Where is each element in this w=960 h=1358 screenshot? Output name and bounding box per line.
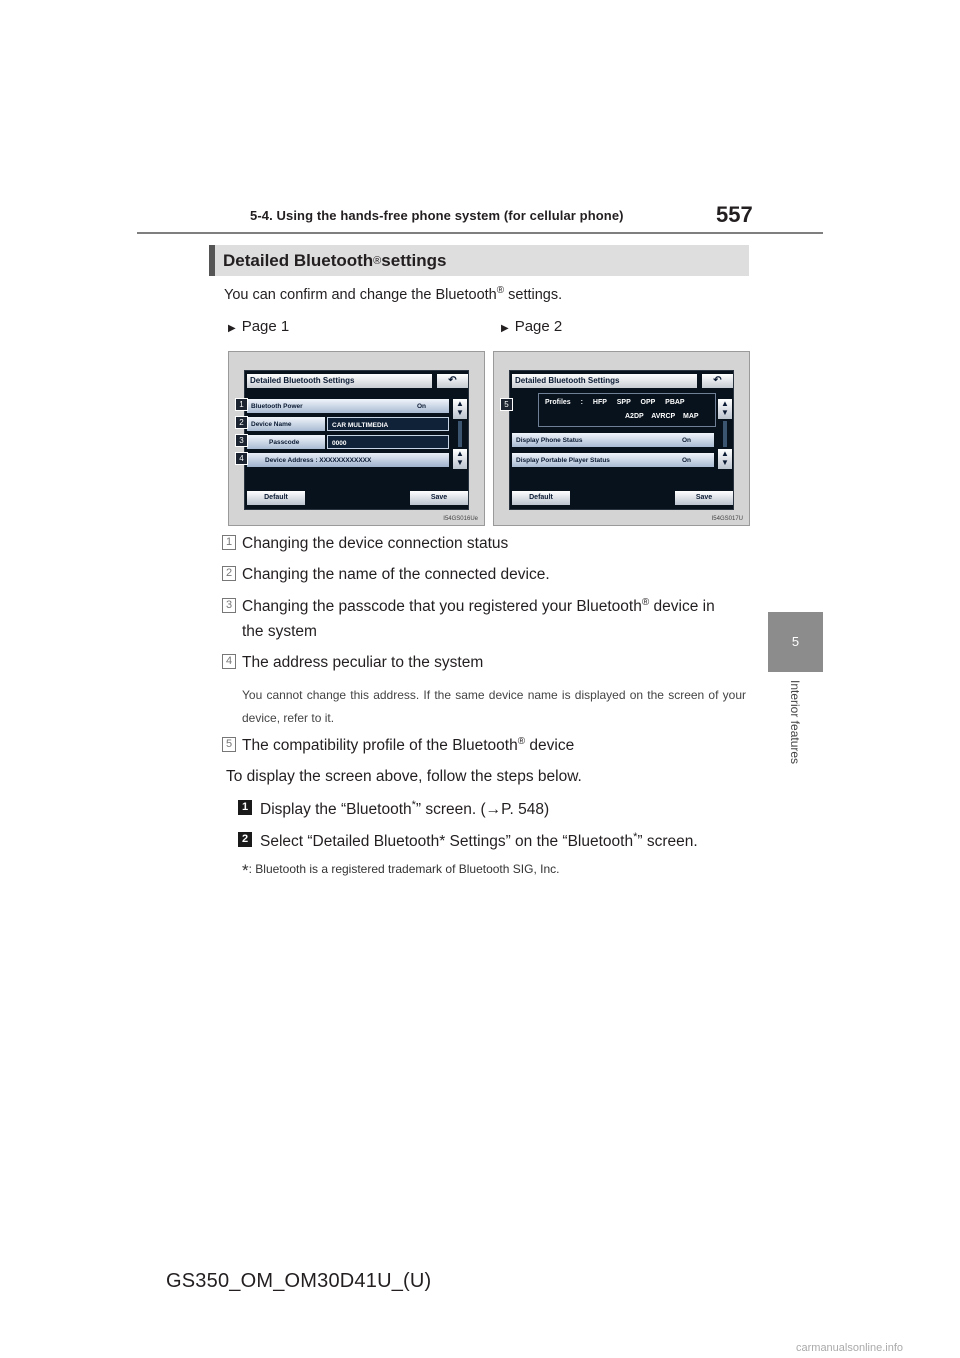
intro-text: You can confirm and change the Bluetooth® settings.	[224, 285, 563, 303]
item-2-text: Changing the name of the connected device.	[242, 566, 550, 583]
page1-label: ▶ Page 1	[228, 318, 290, 335]
callout-4: 4	[235, 452, 248, 465]
device-address-row: Device Address : XXXXXXXXXXXX	[247, 453, 449, 467]
section-heading-suffix: settings	[381, 250, 447, 270]
default-button[interactable]: Default	[512, 491, 570, 505]
document-code: GS350_OM_OM30D41U_(U)	[166, 1270, 432, 1292]
item-4-note: You cannot change this address. If the same device name is displayed on the screen of your device, refer to it.	[242, 688, 746, 725]
header-divider	[137, 232, 823, 234]
chapter-label: Interior features	[788, 680, 802, 765]
image-code: I54GS016Ue	[443, 516, 478, 522]
scroll-down-button[interactable]	[453, 449, 467, 469]
save-button[interactable]: Save	[675, 491, 733, 505]
item-number: 5	[222, 737, 236, 752]
step-1-text: Display the “Bluetooth*” screen. (→P. 548)	[260, 799, 550, 819]
callout-2: 2	[235, 416, 248, 429]
page-number: 557	[716, 202, 753, 227]
item-number: 4	[222, 654, 236, 669]
callout-3: 3	[235, 434, 248, 447]
scroll-up-button[interactable]	[718, 399, 732, 419]
scroll-down-button[interactable]	[718, 449, 732, 469]
profiles-box: Profiles : HFP SPP OPP PBAP A2DP AVRCP MAP	[538, 393, 716, 427]
chevron-down-icon: ▲ ▼	[721, 449, 729, 467]
step-number: 1	[238, 800, 252, 815]
callout-1: 1	[235, 398, 248, 411]
section-heading-text: Detailed Bluetooth	[223, 250, 374, 270]
step-2-text: Select “Detailed Bluetooth* Settings” on the “Bluetooth*” screen.	[260, 831, 698, 851]
item-1-text: Changing the device connection status	[242, 535, 509, 552]
item-number: 3	[222, 598, 236, 613]
step-number: 2	[238, 832, 252, 847]
back-arrow-icon: ↶	[713, 375, 722, 386]
item-5-text: The compatibility profile of the Bluetooth® device	[242, 736, 575, 755]
item-3-text-line2: the system	[242, 623, 317, 640]
screen-title: Detailed Bluetooth Settings	[247, 374, 432, 388]
triangle-right-icon: ▶	[228, 323, 236, 334]
instructions-lead: To display the screen above, follow the steps below.	[226, 768, 582, 785]
registered-mark: ®	[373, 254, 382, 267]
item-3-text: Changing the passcode that you registered your Bluetooth® device in	[242, 597, 715, 616]
back-button[interactable]	[437, 374, 468, 388]
default-button[interactable]: Default	[247, 491, 305, 505]
screenshot-page1	[228, 351, 485, 526]
screen-page1	[244, 370, 469, 510]
section-heading	[209, 245, 749, 276]
triangle-right-icon: ▶	[501, 323, 509, 334]
scroll-up-button[interactable]	[453, 399, 467, 419]
item-number: 1	[222, 535, 236, 550]
callout-5: 5	[500, 398, 513, 411]
save-button[interactable]: Save	[410, 491, 468, 505]
passcode-row[interactable]: Passcode 0000	[247, 435, 449, 449]
screenshot-page2	[493, 351, 750, 526]
page2-label: ▶ Page 2	[501, 318, 563, 335]
chapter-tab: 5	[768, 612, 823, 672]
chevron-up-icon: ▲ ▼	[456, 399, 464, 417]
running-header: 5-4. Using the hands-free phone system (for cellular phone)	[250, 208, 624, 223]
item-number: 2	[222, 566, 236, 581]
back-arrow-icon: ↶	[448, 375, 457, 386]
screen-page2	[509, 370, 734, 510]
chevron-up-icon: ▲ ▼	[721, 399, 729, 417]
footnote: *: Bluetooth is a registered trademark of Bluetooth SIG, Inc.	[242, 861, 560, 880]
bluetooth-power-row[interactable]: Bluetooth Power On	[247, 399, 449, 413]
image-code: I54GS017U	[711, 516, 743, 522]
item-4-text: The address peculiar to the system	[242, 654, 484, 671]
display-phone-status-row[interactable]: Display Phone Status On	[512, 433, 714, 447]
watermark: carmanualsonline.info	[796, 1342, 904, 1354]
scroll-track[interactable]	[723, 421, 727, 447]
chevron-down-icon: ▲ ▼	[456, 449, 464, 467]
scroll-track[interactable]	[458, 421, 462, 447]
back-button[interactable]	[702, 374, 733, 388]
display-portable-player-status-row[interactable]: Display Portable Player Status On	[512, 453, 714, 467]
screen-title: Detailed Bluetooth Settings	[512, 374, 697, 388]
device-name-row[interactable]: Device Name CAR MULTIMEDIA	[247, 417, 449, 431]
